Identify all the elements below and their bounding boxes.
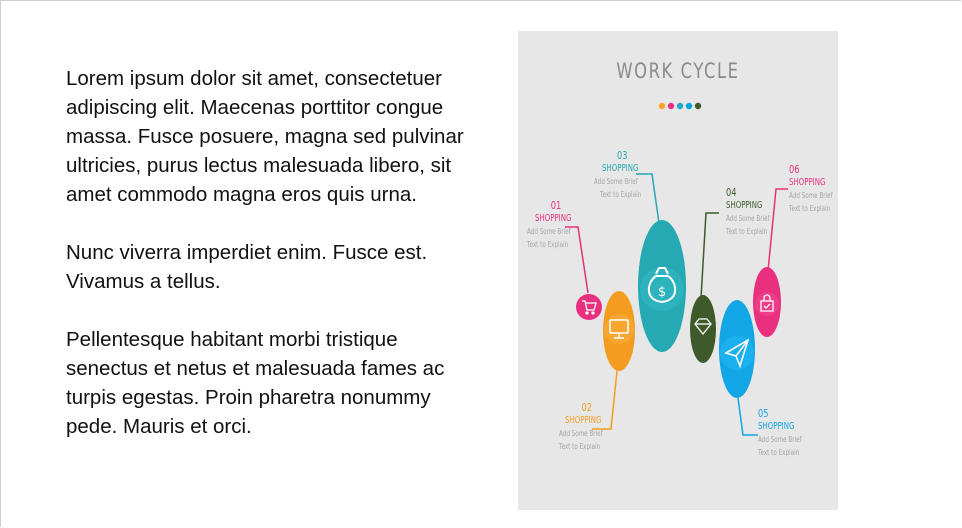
step-03-circle	[638, 220, 686, 352]
title-dots	[659, 103, 701, 109]
step-05-title: SHOPPING	[758, 421, 795, 432]
step-04-label	[726, 186, 784, 238]
step-03-brief-1: Add Some Brief	[594, 177, 638, 186]
step-03-brief-2: Text to Explain	[600, 190, 642, 199]
step-02-brief-1: Add Some Brief	[559, 429, 603, 438]
step-06-circle	[753, 267, 781, 337]
connector-04	[701, 213, 719, 298]
step-05-number: 05	[758, 407, 769, 420]
step-02-number: 02	[581, 401, 592, 414]
dot-2	[668, 103, 674, 109]
dot-4	[686, 103, 692, 109]
step-05-brief-2: Text to Explain	[758, 448, 800, 457]
step-04-circle	[690, 295, 716, 363]
dot-5	[695, 103, 701, 109]
step-01-number: 01	[550, 199, 562, 212]
step-04-title: SHOPPING	[726, 200, 763, 211]
step-05-brief-1: Add Some Brief	[758, 435, 802, 444]
step-02-circle	[603, 291, 635, 371]
step-01-brief-1: Add Some Brief	[527, 227, 571, 236]
paragraph-2: Nunc viverra imperdiet enim. Fusce est. Vivamus a tellus.	[66, 241, 428, 293]
step-04-brief-1: Add Some Brief	[726, 214, 770, 223]
step-01-brief-2: Text to Explain	[527, 240, 569, 249]
step-06-number: 06	[789, 163, 800, 176]
step-01-circle	[576, 294, 602, 320]
step-06-brief-2: Text to Explain	[789, 204, 831, 213]
work-cycle-infographic	[518, 31, 838, 510]
paragraph-3: Pellentesque habitant morbi tristique senectus et netus et malesuada fames ac turpis egestas. Proin pharetra nonummy pede. Mauris et orci.	[66, 328, 445, 438]
step-02-brief-2: Text to Explain	[559, 442, 601, 451]
svg-text:$: $	[657, 285, 667, 300]
paragraph-1: Lorem ipsum dolor sit amet, consectetuer adipiscing elit. Maecenas porttitor congue massa. Fusce posuere, magna sed pulvinar ultricies, purus lectus malesuada libero, sit amet commodo magna eros quis urna.	[66, 67, 464, 206]
step-03-title: SHOPPING	[602, 163, 639, 174]
step-02-label	[559, 401, 617, 453]
step-01-title: SHOPPING	[535, 213, 572, 224]
connector-05	[738, 398, 758, 435]
step-06-label	[789, 163, 847, 215]
step-03-number: 03	[617, 149, 628, 162]
dot-1	[659, 103, 665, 109]
step-03-label	[594, 149, 655, 201]
step-02-title: SHOPPING	[565, 415, 602, 426]
step-04-number: 04	[726, 186, 737, 199]
infographic-title: WORK CYCLE	[616, 59, 740, 83]
step-05-label	[758, 407, 816, 459]
step-06-brief-1: Add Some Brief	[789, 191, 833, 200]
step-04-brief-2: Text to Explain	[726, 227, 768, 236]
body-text	[66, 64, 466, 470]
dot-3	[677, 103, 683, 109]
step-05-circle	[719, 300, 755, 398]
step-06-title: SHOPPING	[789, 177, 826, 188]
step-01-label	[527, 199, 587, 251]
